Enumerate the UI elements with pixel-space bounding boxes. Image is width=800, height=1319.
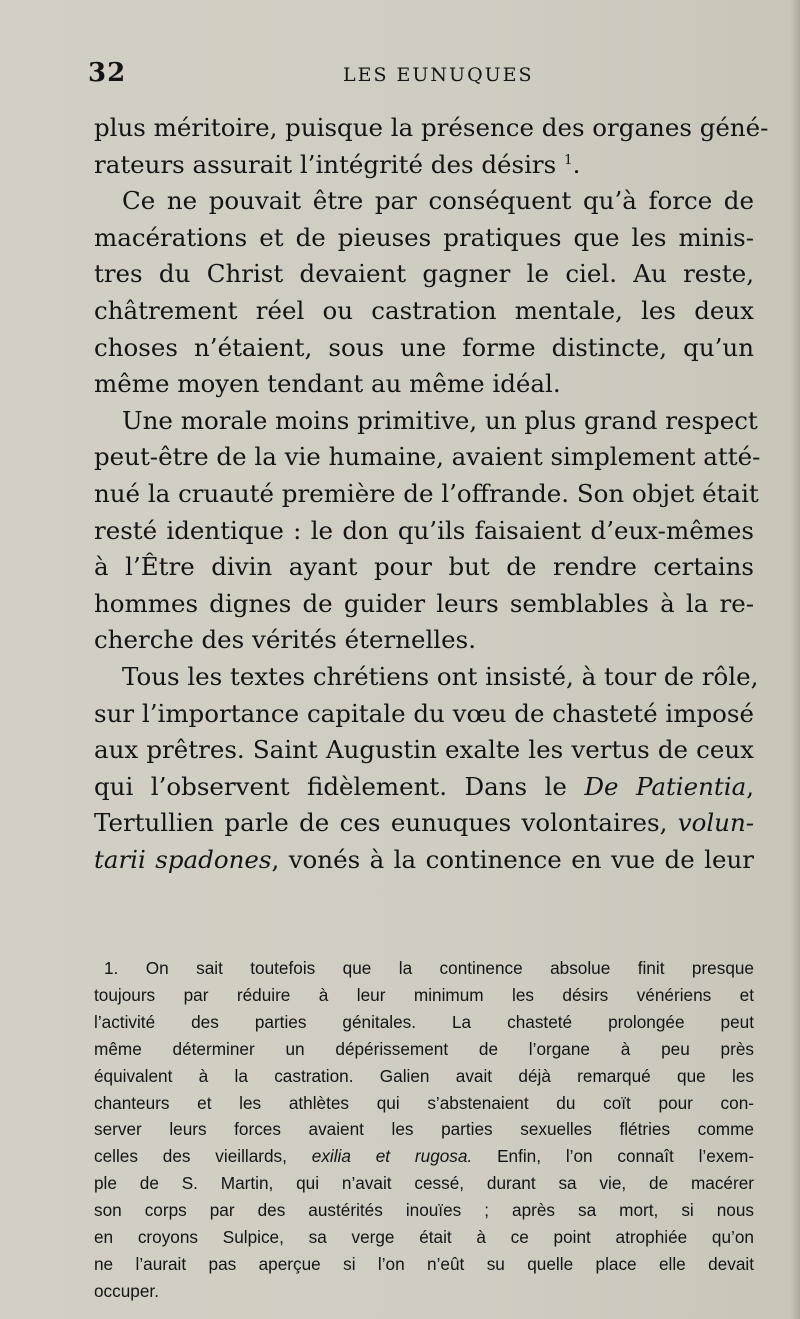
text-line: peut-être de la vie humaine, avaient simplement atté- [94, 442, 761, 472]
footnote-line: équivalent à la castration. Galien avait déjà remarqué que les [94, 1065, 754, 1086]
footnote-line: l’activité des parties génitales. La chasteté prolongée peut [94, 1011, 754, 1032]
footnote-line: chanteurs et les athlètes qui s’abstenaient du coït pour con- [94, 1092, 754, 1113]
italic-title: De Patientia [584, 771, 747, 801]
text-line: resté identique : le don qu’ils faisaient d’eux-mêmes [94, 515, 754, 545]
text-fragment: celles des vieillards, [94, 1146, 312, 1167]
text-fragment: , [271, 844, 289, 874]
text-line: macérations et de pieuses pratiques que les minis- [94, 222, 754, 252]
footnote-line: même déterminer un dépérissement de l’organe à peu près [94, 1038, 754, 1059]
page-number: 32 [88, 58, 127, 88]
text-line: à l’Être divin ayant pour but de rendre certains [94, 552, 754, 582]
text-fragment: , [746, 771, 754, 801]
footnote-line [94, 1143, 754, 1170]
footnote-line: 1. On sait toutefois que la continence absolue finit presque [104, 958, 754, 978]
text-fragment: qui l’observent fidèlement. Dans le [94, 771, 585, 801]
text-line: tres du Christ devaient gagner le ciel. Au reste, [94, 259, 754, 289]
text-line: Une morale moins primitive, un plus grand respect [122, 405, 758, 435]
italic-latin: volun- [677, 808, 754, 838]
text-line: Tous les textes chrétiens ont insisté, à tour de rôle, [122, 661, 759, 691]
text-line: sur l’importance capitale du vœu de chasteté imposé [94, 698, 754, 728]
text-line: choses n’étaient, sous une forme distincte, qu’un [94, 332, 754, 362]
text-line: nué la cruauté première de l’offrande. Son objet était [94, 478, 759, 508]
main-text [94, 110, 769, 878]
running-head: LES EUNUQUES [343, 64, 534, 86]
footnote-block [94, 955, 754, 1305]
text-line: châtrement réel ou castration mentale, les deux [94, 295, 754, 325]
footnote-line: toujours par réduire à leur minimum les désirs vénériens et [94, 984, 754, 1005]
footnote-line: occuper. [94, 1280, 159, 1301]
footnote-line: server leurs forces avaient les parties sexuelles flétries comme [94, 1119, 754, 1140]
text-fragment: Enfin, l’on connaît l’exem- [472, 1146, 755, 1167]
text-fragment: rateurs assurait l’intégrité des désirs [94, 149, 564, 179]
footnote-line: son corps par des austérités inouïes ; après sa mort, si nous [94, 1200, 754, 1221]
footnote-line: ne l’aurait pas aperçue si l’on n’eût su quelle place elle devait [94, 1253, 754, 1274]
text-fragment: Tertullien parle de ces eunuques volontaires, [94, 808, 678, 838]
page-edge-shadow [790, 0, 800, 1319]
text-line: hommes dignes de guider leurs semblables à la re- [94, 588, 754, 618]
text-line: Ce ne pouvait être par conséquent qu’à force de [122, 186, 754, 216]
page-header [88, 58, 748, 92]
italic-latin: tarii spadones [94, 844, 272, 874]
text-line [94, 769, 754, 806]
text-line: cherche des vérités éternelles. [94, 625, 476, 655]
footnote-line: ple de S. Martin, qui n’avait cessé, durant sa vie, de macérer [94, 1173, 754, 1194]
italic-latin: exilia et rugosa. [311, 1146, 473, 1167]
text-line: plus méritoire, puisque la présence des organes géné- [94, 113, 769, 142]
text-line [94, 805, 754, 842]
footnote-marker: 1 [564, 151, 573, 168]
text-line [94, 147, 754, 184]
text-line: même moyen tendant au même idéal. [94, 369, 561, 399]
text-fragment: vonés à la continence en vue de leur [288, 844, 755, 874]
text-fragment: . [572, 149, 581, 179]
footnote-line: en croyons Sulpice, sa verge était à ce point atrophiée qu’on [94, 1227, 754, 1248]
text-line [94, 842, 754, 879]
text-line: aux prêtres. Saint Augustin exalte les vertus de ceux [94, 735, 754, 765]
